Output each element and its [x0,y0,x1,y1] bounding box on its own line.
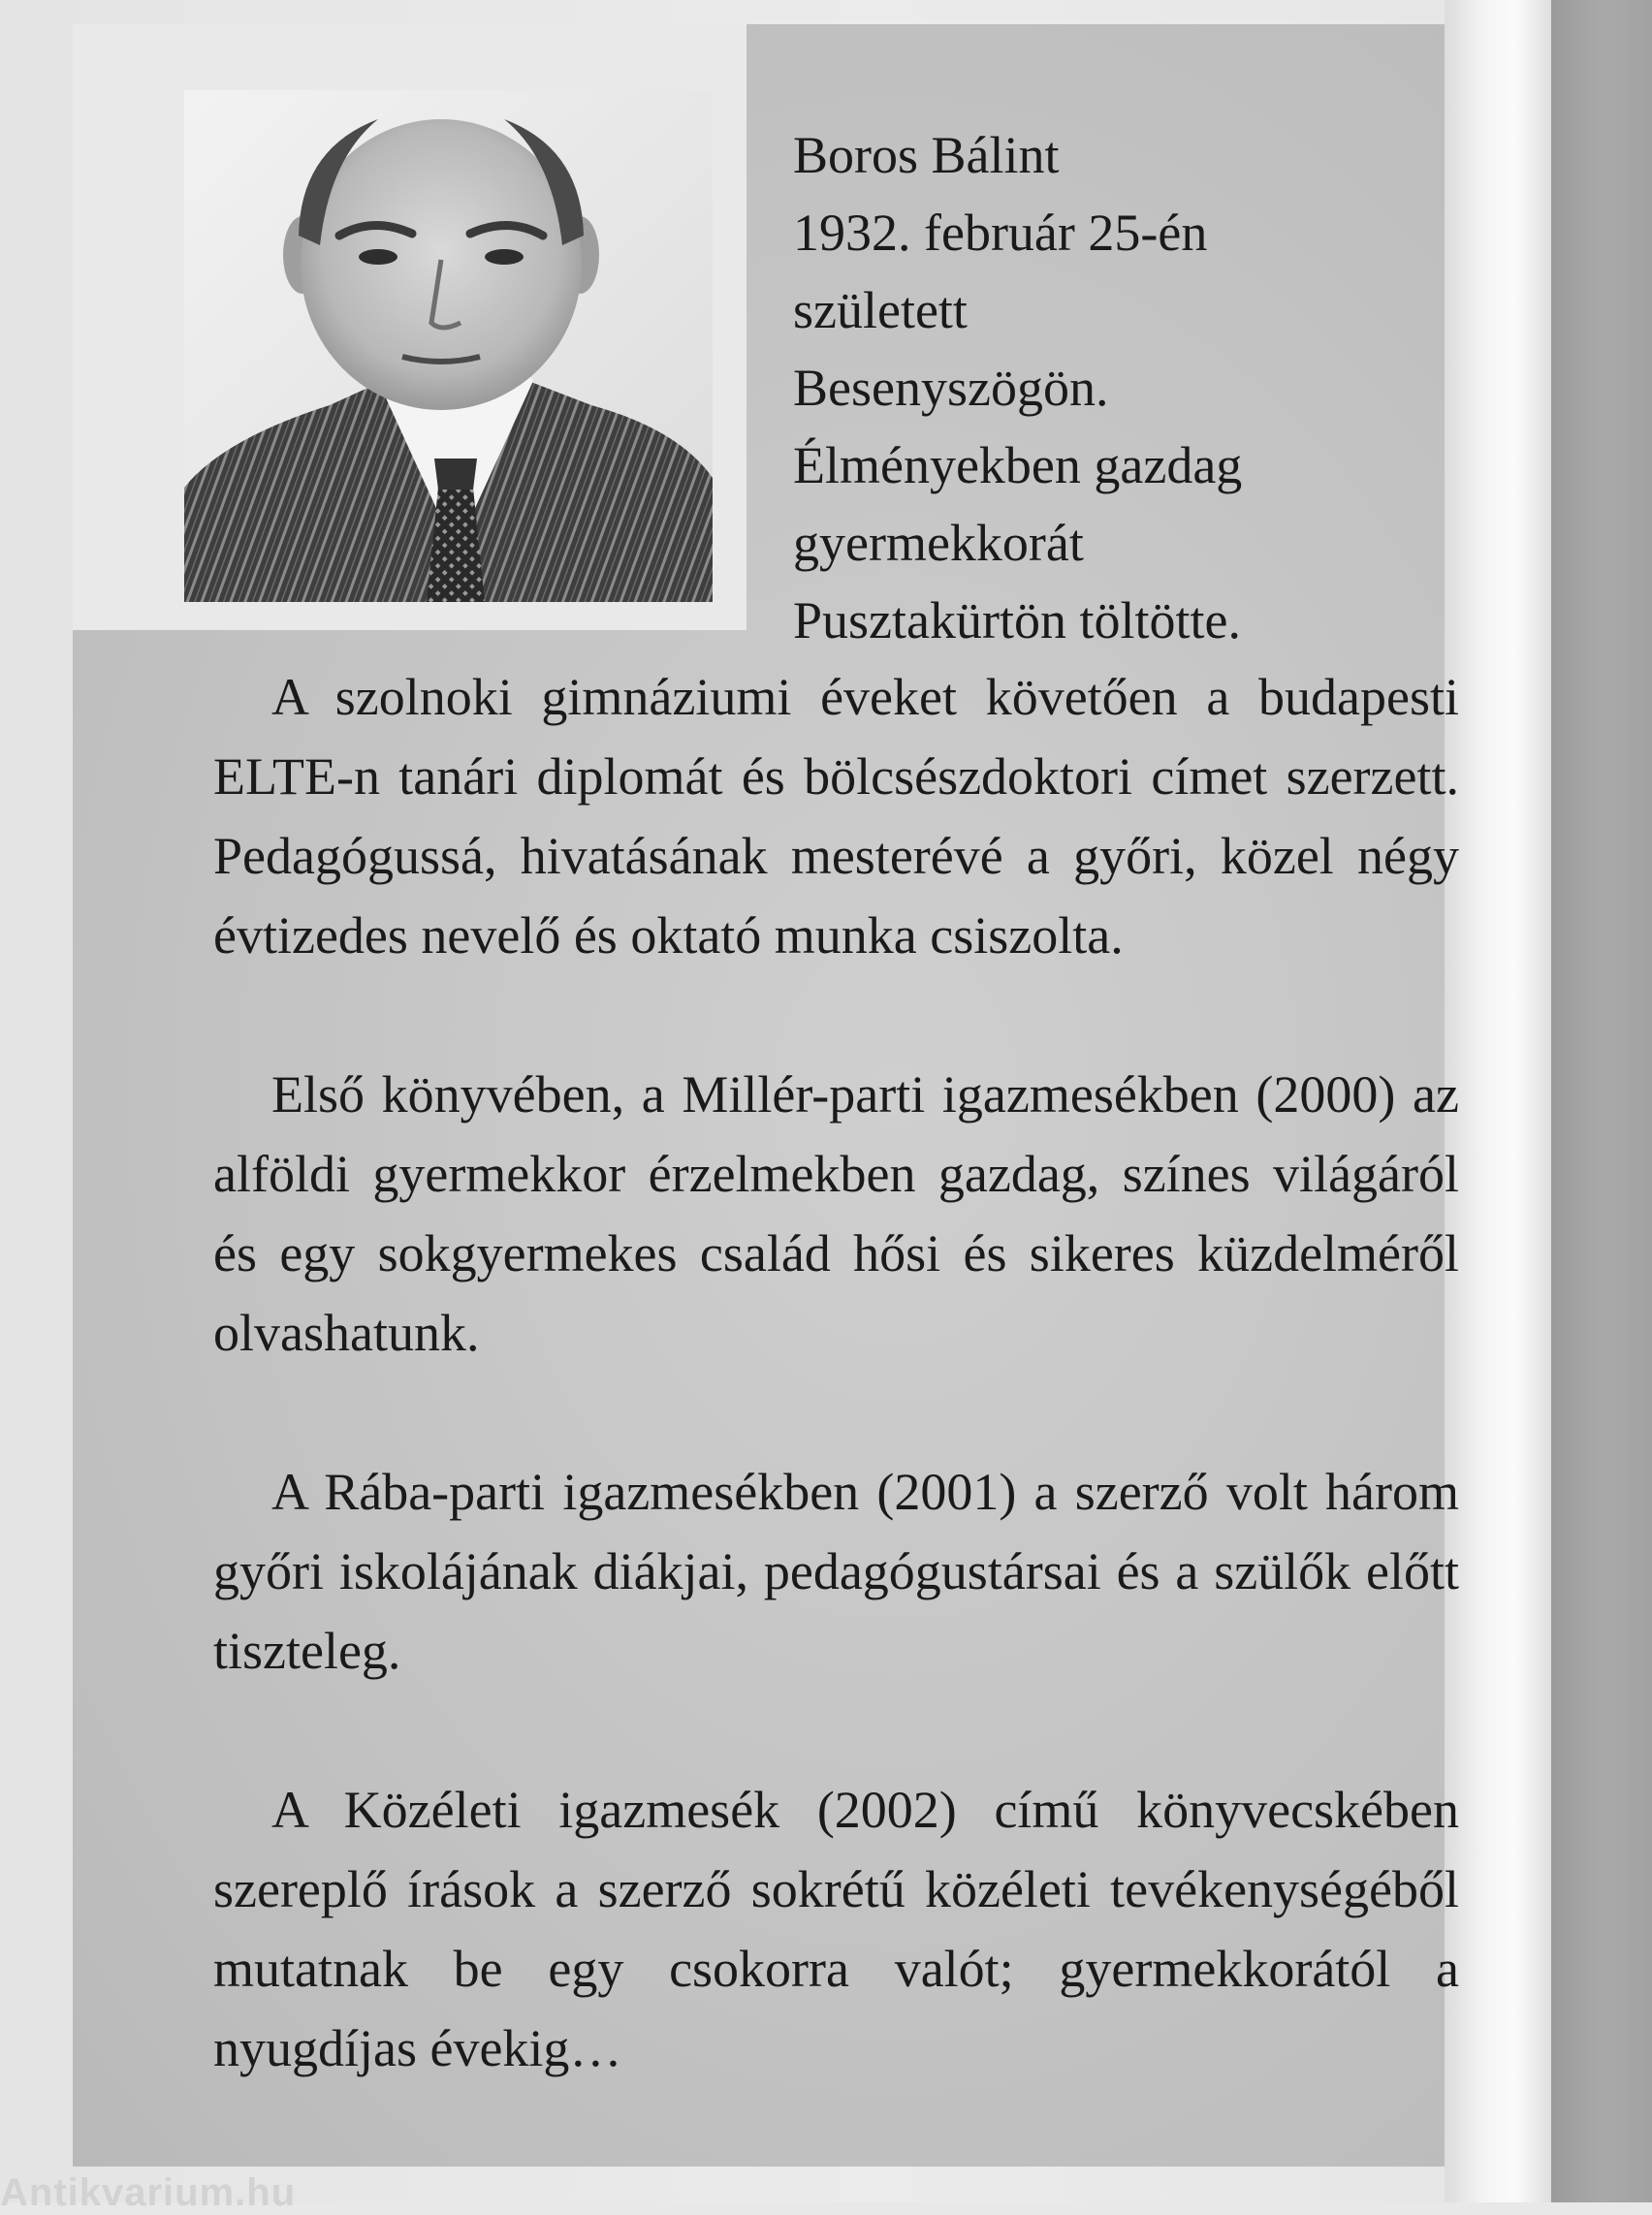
intro-block [793,116,1491,659]
photo-frame [73,24,747,630]
author-portrait-photo [184,90,713,602]
intro-line: Élményekben gazdag [793,436,1243,494]
paragraph-second-book: A Rába-parti igazmesékben (2001) a szerző volt három győri iskolájának diákjai, pedagógustársai és a szülők előtt tiszteleg. [213,1463,1459,1680]
intro-line: 1932. február 25-én [793,204,1208,262]
biography-text [213,657,1459,2088]
intro-line: Besenyszögön. [793,359,1109,417]
paragraph-third-book: A Közéleti igazmesék (2002) című könyvecskében szereplő írások a szerző sokrétű közéleti tevékenységéből mutatnak be egy csokorra valót; gyermekkorától a nyugdíjas évekig… [213,1781,1459,2077]
intro-line: gyermekkorát [793,514,1084,572]
paragraph-education: A szolnoki gimnáziumi éveket követően a budapesti ELTE-n tanári diplomát és bölcsészdoktori címet szerzett. Pedagógussá, hivatásának mesterévé a győri, közel négy évtizedes nevelő és oktató munka csiszolta. [213,668,1459,965]
intro-line: Pusztakürtön töltötte. [793,591,1241,649]
paragraph-first-book: Első könyvében, a Millér-parti igazmesékben (2000) az alföldi gyermekkor érzelmekben gazdag, színes világáról és egy sokgyermekes család hősi és sikeres küzdelméről olvashatunk. [213,1065,1459,1362]
intro-line: Boros Bálint [793,126,1060,184]
background-surface [1551,0,1652,2202]
watermark: Antikvarium.hu [0,2171,297,2214]
intro-line: született [793,281,968,339]
text-panel [73,24,1459,2167]
